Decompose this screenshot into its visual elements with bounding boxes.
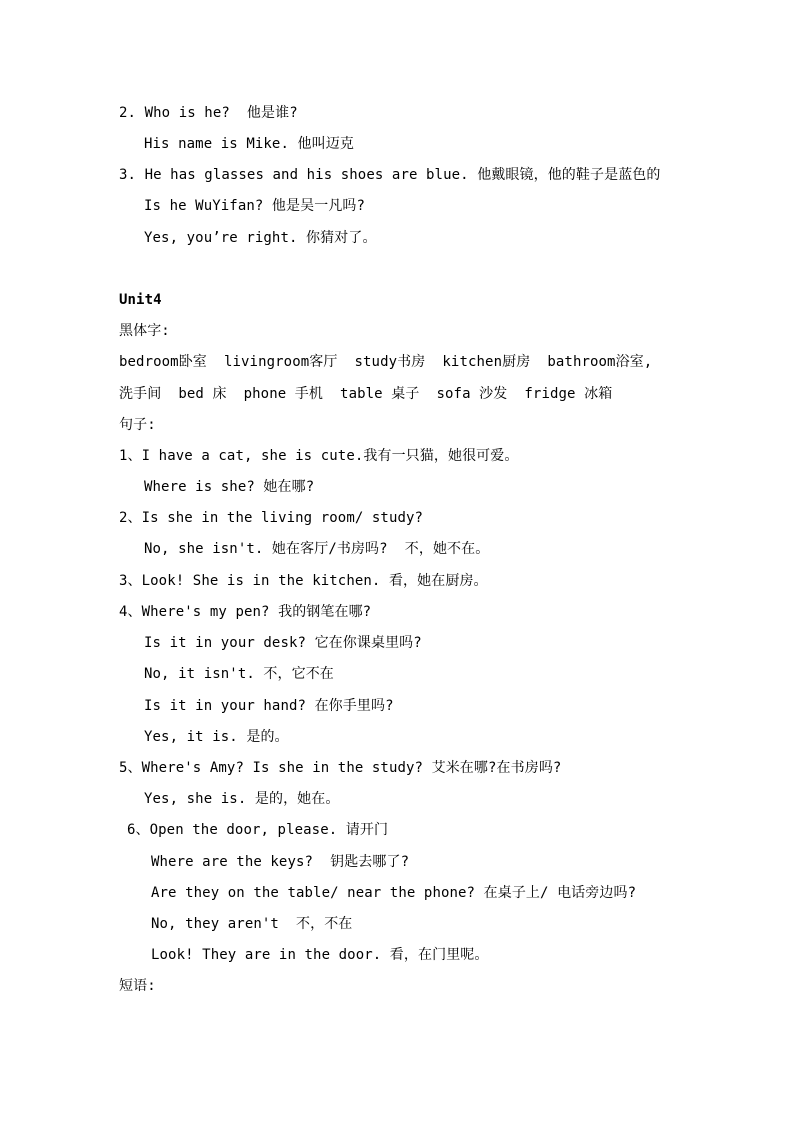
- sentence-6-d: No, they aren't 不，不在: [151, 916, 353, 932]
- question-3: 3. He has glasses and his shoes are blue. 他戴眼镜，他的鞋子是蓝色的: [119, 167, 661, 183]
- sentences-heading: 句子:: [119, 417, 156, 433]
- sentence-5: 5、Where's Amy? Is she in the study? 艾米在哪?在书房吗?: [119, 760, 562, 776]
- sentence-4: 4、Where's my pen? 我的钢笔在哪?: [119, 604, 372, 620]
- sentence-2: 2、Is she in the living room/ study?: [119, 510, 424, 526]
- sentence-4-b: Is it in your desk? 它在你课桌里吗?: [144, 635, 422, 651]
- sentence-4-c: No, it isn't. 不，它不在: [144, 666, 334, 682]
- answer-3: Yes, you’re right. 你猜对了。: [144, 230, 377, 246]
- sentence-6: 6、Open the door, please. 请开门: [127, 822, 389, 838]
- question-2: 2. Who is he? 他是谁?: [119, 105, 298, 121]
- question-3-follow: Is he WuYifan? 他是吴一凡吗?: [144, 198, 366, 214]
- vocab-line-1: bedroom卧室 livingroom客厅 study书房 kitchen厨房 bathroom浴室,: [119, 354, 653, 370]
- sentence-1-b: Where is she? 她在哪?: [144, 479, 315, 495]
- answer-2: His name is Mike. 他叫迈克: [144, 136, 354, 152]
- sentence-5-b: Yes, she is. 是的，她在。: [144, 791, 340, 807]
- unit-title: Unit4: [119, 292, 162, 308]
- sentence-1: 1、I have a cat, she is cute.我有一只猫，她很可爱。: [119, 448, 519, 464]
- vocab-heading: 黑体字:: [119, 323, 170, 339]
- sentence-4-d: Is it in your hand? 在你手里吗?: [144, 698, 394, 714]
- sentence-4-e: Yes, it is. 是的。: [144, 729, 289, 745]
- sentence-2-b: No, she isn't. 她在客厅/书房吗? 不，她不在。: [144, 541, 490, 557]
- sentence-6-e: Look! They are in the door. 看，在门里呢。: [151, 947, 489, 963]
- sentence-6-b: Where are the keys? 钥匙去哪了?: [151, 854, 410, 870]
- vocab-line-2: 洗手间 bed 床 phone 手机 table 桌子 sofa 沙发 fridge 冰箱: [119, 386, 613, 402]
- phrases-heading: 短语:: [119, 978, 156, 994]
- sentence-6-c: Are they on the table/ near the phone? 在桌子上/ 电话旁边吗?: [151, 885, 637, 901]
- sentence-3: 3、Look! She is in the kitchen. 看，她在厨房。: [119, 573, 488, 589]
